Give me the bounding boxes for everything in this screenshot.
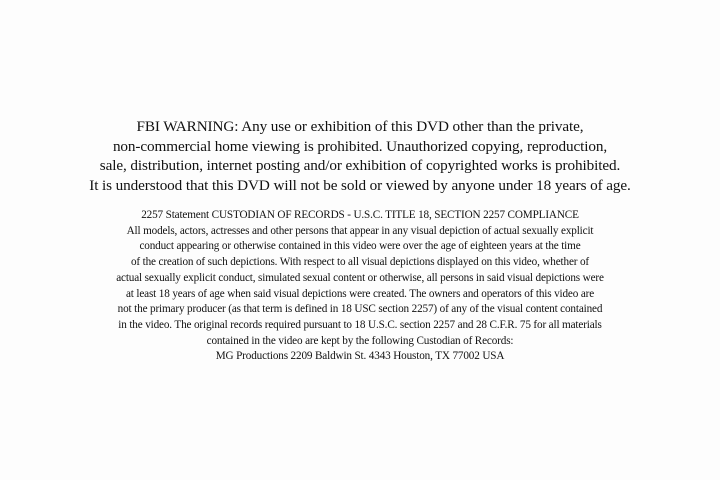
statement-line: actual sexually explicit conduct, simulated sexual content or otherwise, all persons in said visual depictions were — [116, 271, 604, 284]
statement-2257 — [0, 208, 720, 365]
statement-line: contained in the video are kept by the following Custodian of Records: — [206, 334, 514, 347]
statement-line: All models, actors, actresses and other persons that appear in any visual depiction of actual sexually explicit — [126, 224, 594, 237]
fbi-warning-line: It is understood that this DVD will not be sold or viewed by anyone under 18 years of age. — [89, 176, 631, 194]
statement-line: at least 18 years of age when said visual depictions were created. The owners and operators of this video are — [125, 287, 595, 300]
statement-line: of the creation of such depictions. With respect to all visual depictions displayed on this video, whether of — [130, 256, 590, 269]
custodian-address: MG Productions 2209 Baldwin St. 4343 Houston, TX 77002 USA — [215, 350, 505, 363]
fbi-warning-line: non-commercial home viewing is prohibited. Unauthorized copying, reproduction, — [112, 137, 608, 155]
fbi-warning — [0, 117, 720, 195]
statement-heading: 2257 Statement CUSTODIAN OF RECORDS - U.S.C. TITLE 18, SECTION 2257 COMPLIANCE — [141, 209, 579, 221]
fbi-warning-line: FBI WARNING: Any use or exhibition of this DVD other than the private, — [136, 118, 584, 135]
fbi-warning-line: sale, distribution, internet posting and/or exhibition of copyrighted works is prohibited. — [99, 157, 621, 175]
statement-line: not the primary producer (as that term is defined in 18 USC section 2257) of any of the visual content contained — [117, 303, 603, 316]
statement-line: in the video. The original records required pursuant to 18 U.S.C. section 2257 and 28 C.F.R. 75 for all materials — [118, 318, 602, 331]
statement-line: conduct appearing or otherwise contained in this video were over the age of eighteen years at the time — [139, 240, 581, 253]
